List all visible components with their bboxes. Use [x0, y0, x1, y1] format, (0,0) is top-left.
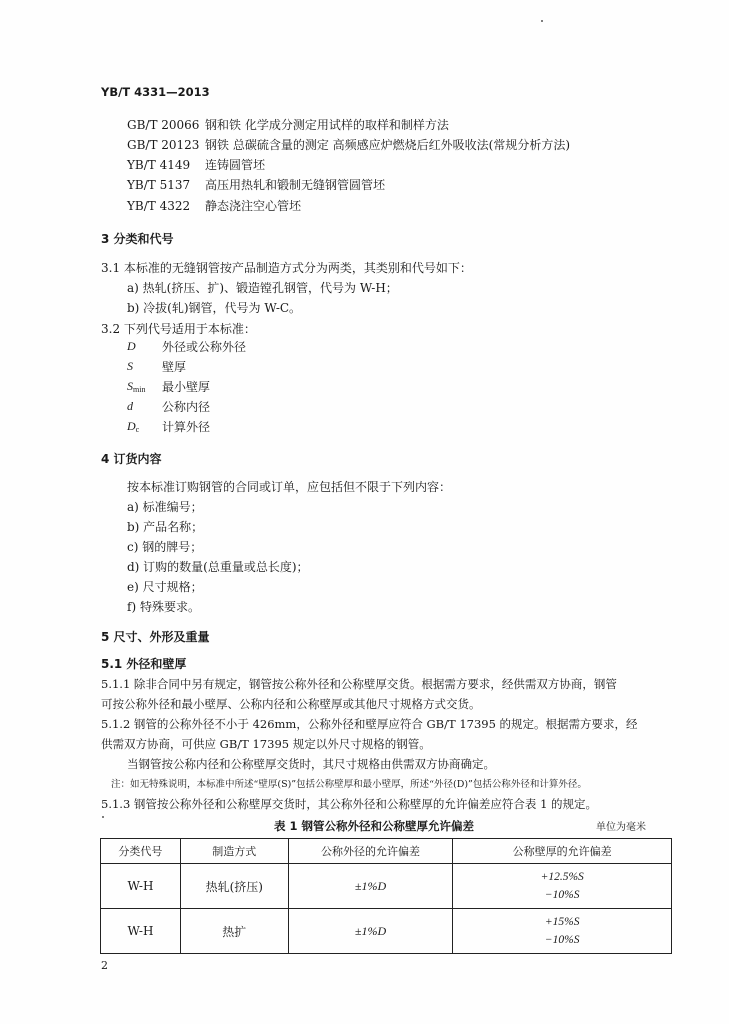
- page-number: 2: [101, 959, 108, 972]
- list-item: a) 热轧(挤压、扩)、锻造镗孔钢管，代号为 W-H；: [127, 281, 398, 295]
- reference-code: YB/T 4149: [127, 158, 191, 172]
- tolerance-upper: +15%S: [544, 916, 580, 928]
- symbol: S: [127, 359, 133, 373]
- clause-5-1-1-cont: 可按公称外径和最小壁厚、公称内径和公称壁厚或其他尺寸规格方式交货。: [101, 697, 481, 711]
- tolerance-lower: −10%S: [544, 889, 580, 901]
- subsection-5-1: 5.1 外径和壁厚: [101, 657, 187, 671]
- list-item: c) 钢的牌号；: [127, 540, 203, 554]
- clause-5-1-2-cont: 供需双方协商，可供应 GB/T 17395 规定以外尺寸规格的钢管。: [101, 737, 431, 751]
- table-row: [101, 909, 672, 954]
- list-item: b) 产品名称；: [127, 520, 204, 534]
- table-cell-od-tolerance: ±1%D: [288, 864, 453, 909]
- section-5-heading: 5 尺寸、外形及重量: [101, 630, 210, 644]
- table-cell-wt-tolerance: [453, 864, 672, 909]
- section-4-heading: 4 订货内容: [101, 452, 162, 466]
- table-cell-code: W-H: [101, 864, 181, 909]
- symbol: $D_c$: [127, 419, 140, 434]
- section-3-heading: 3 分类和代号: [101, 232, 174, 246]
- reference-title: 连铸圆管坯: [205, 158, 266, 172]
- table-cell-code: W-H: [101, 909, 181, 954]
- reference-title: 高压用热轧和锻制无缝钢管圆管坯: [205, 178, 386, 192]
- list-item: d) 订购的数量(总重量或总长度)；: [127, 560, 309, 574]
- clause-3-2: 3.2 下列代号适用于本标准：: [101, 322, 256, 336]
- table-cell-method: 热轧(挤压): [180, 864, 288, 909]
- scan-speck: [102, 816, 104, 818]
- tolerance-upper: +12.5%S: [540, 871, 584, 883]
- symbol: D: [127, 339, 136, 353]
- symbol-description: 公称内径: [162, 400, 211, 414]
- table-header-row: [101, 839, 672, 864]
- clause-5-1-1: 5.1.1 除非合同中另有规定，钢管按公称外径和公称壁厚交货。根据需方要求，经供需双方协商，钢管: [101, 677, 617, 691]
- clause-5-1-2-para: 当钢管按公称内径和公称壁厚交货时，其尺寸规格由供需双方协商确定。: [127, 757, 495, 771]
- reference-title: 静态浇注空心管坯: [205, 199, 302, 213]
- table-cell-wt-tolerance: [453, 909, 672, 954]
- clause-5-1-3: 5.1.3 钢管按公称外径和公称壁厚交货时，其公称外径和公称壁厚的允许偏差应符合表 1 的规定。: [101, 797, 598, 811]
- table-row: [101, 864, 672, 909]
- reference-code: YB/T 4322: [127, 199, 191, 213]
- reference-title: 钢和铁 化学成分测定用试样的取样和制样方法: [205, 118, 449, 132]
- symbol: d: [127, 399, 133, 413]
- list-item: e) 尺寸规格；: [127, 580, 203, 594]
- note: 注：如无特殊说明，本标准中所述“壁厚(S)”包括公称壁厚和最小壁厚，所述“外径(D)”包括公称外径和计算外径。: [111, 779, 587, 790]
- table-cell-od-tolerance: ±1%D: [288, 909, 453, 954]
- symbol-description: 壁厚: [162, 360, 187, 374]
- table-caption: 表 1 钢管公称外径和公称壁厚允许偏差: [274, 819, 475, 833]
- symbol: $S_{min}$: [127, 379, 146, 394]
- symbol-description: 最小壁厚: [162, 380, 211, 394]
- tolerance-lower: −10%S: [544, 934, 580, 946]
- scan-speck: [541, 20, 543, 22]
- column-header: 制造方式: [180, 839, 288, 864]
- list-item: f) 特殊要求。: [127, 600, 200, 614]
- reference-code: GB/T 20123: [127, 138, 200, 152]
- list-item: a) 标准编号；: [127, 500, 203, 514]
- symbol-description: 计算外径: [162, 420, 211, 434]
- clause-5-1-2: 5.1.2 钢管的公称外径不小于 426mm，公称外径和壁厚应符合 GB/T 17395 的规定。根据需方要求，经: [101, 717, 638, 731]
- column-header: 公称壁厚的允许偏差: [453, 839, 672, 864]
- table-unit: 单位为毫米: [596, 822, 646, 833]
- reference-title: 钢铁 总碳硫含量的测定 高频感应炉燃烧后红外吸收法(常规分析方法): [205, 138, 570, 152]
- column-header: 分类代号: [101, 839, 181, 864]
- tolerance-table: [100, 838, 672, 954]
- symbol-description: 外径或公称外径: [162, 340, 247, 354]
- clause-3-1: 3.1 本标准的无缝钢管按产品制造方式分为两类，其类别和代号如下：: [101, 261, 472, 275]
- column-header: 公称外径的允许偏差: [288, 839, 453, 864]
- section-4-intro: 按本标准订购钢管的合同或订单，应包括但不限于下列内容：: [127, 480, 452, 494]
- table-cell-method: 热扩: [180, 909, 288, 954]
- list-item: b) 冷拔(轧)钢管，代号为 W-C。: [127, 301, 302, 315]
- doc-code-header: YB/T 4331—2013: [101, 85, 210, 99]
- reference-code: YB/T 5137: [127, 178, 191, 192]
- reference-code: GB/T 20066: [127, 118, 200, 132]
